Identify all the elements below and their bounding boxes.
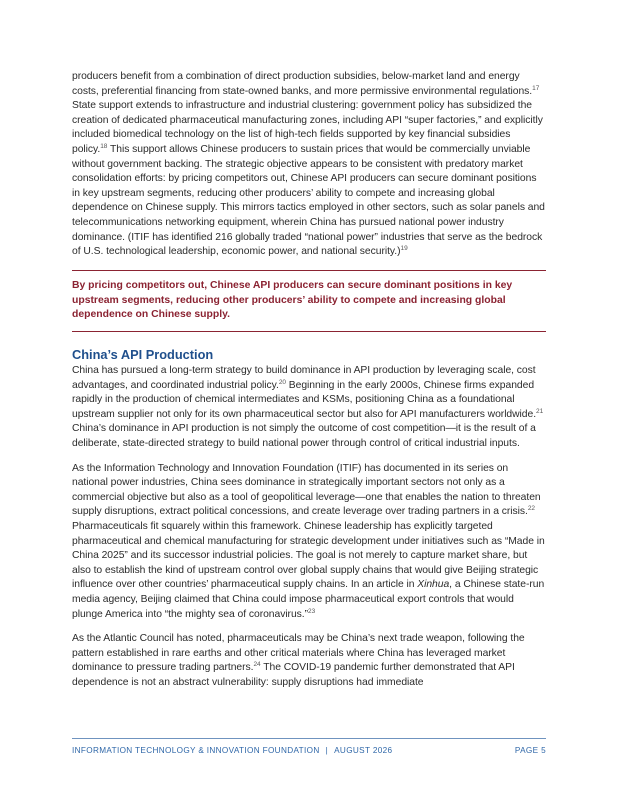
footnote-ref[interactable]: 17 [532,84,540,92]
paragraph-text: As the Information Technology and Innovation Foundation (ITIF) has documented in its series on national power industries, China sees dominance in strategically important sectors not only as a commercial objective but also as a tool of geopolitical leverage—one that enables the nation to threaten supply disruptions, extract political concessions, and create leverage over trading partners in a crisis. [72,462,541,518]
paragraph-text: As the Atlantic Council has noted, pharmaceuticals may be China’s next trade weapon, following the pattern established in rare earths and other critical materials where China has leveraged market dominance to pressure trading partners. [72,633,525,674]
footnote-ref[interactable]: 22 [527,505,535,513]
footnote-ref[interactable]: 18 [100,142,108,150]
footnote-ref[interactable]: 19 [400,245,408,253]
body-paragraph-1 [72,70,546,260]
pull-quote-top-rule [72,270,546,271]
page-content [72,70,546,701]
pull-quote-bottom-rule [72,331,546,332]
body-paragraph-3 [72,462,546,623]
footnote-ref[interactable]: 21 [536,407,544,415]
paragraph-text: China has pursued a long-term strategy to build dominance in API production by leveraging scale, cost advantages, and coordinated industrial policy. [72,365,536,391]
body-paragraph-4 [72,632,546,690]
pull-quote [72,270,546,332]
section-heading: China’s API Production [72,347,214,363]
paragraph-text: This support allows Chinese producers to sustain prices that would be commercially unviable without government backing. The strategic objective appears to be consistent with predatory market consolidation efforts: by pricing competitors out, Chinese API producers can secure dominant positions in key upstream segments, reducing other producers’ ability to compete and increasing global dependence on Chinese supply. This mirrors tactics employed in other sectors, such as solar panels and telecommunications networking equipment, wherein China has pursued national power industry dominance. (ITIF has identified 216 globally traded “national power” industries that serve as the bedrock of U.S. technological leadership, economic power, and national security.) [72,143,545,258]
paragraph-text: , a Chinese state-run media agency, Beijing claimed that China could impose pharmaceutical export controls that would plunge America into “the mighty sea of coronavirus.” [72,579,545,620]
footer-separator: | [325,746,329,755]
paragraph-text: producers benefit from a combination of direct production subsidies, below-market land and energy costs, preferential financing from state-owned banks, and more permissive environmental regulations. [72,71,533,97]
paragraph-text: The COVID-19 pandemic further demonstrated that API dependence is not an abstract vulnerability: supply disruptions had immediate [72,662,515,688]
footnote-ref[interactable]: 23 [308,607,316,615]
publication-name: Xinhua [417,579,450,591]
paragraph-text: State support extends to infrastructure and industrial clustering: government policy has subsidized the creation of dedicated pharmaceutical manufacturing zones, including API “super factories,” and explicitly included biomedical technology on the list of high-tech fields supported by key financial subsidies policy. [72,100,543,155]
body-paragraph-2 [72,364,546,452]
footer-date: AUGUST 2026 [334,746,393,755]
paragraph-text: Beginning in the early 2000s, Chinese firms expanded rapidly in the production of chemical intermediates and KSMs, positioning China as a foundational upstream supplier not only for its own pharmaceutical sector but also for API manufacturers worldwide. [72,379,537,420]
footnote-ref[interactable]: 24 [253,661,261,669]
footer-divider [72,738,546,739]
pull-quote-text: By pricing competitors out, Chinese API producers can secure dominant positions in key upstream segments, reducing other producers’ ability to compete and increasing global dependence on Chinese supply. [72,279,513,321]
footer-org: INFORMATION TECHNOLOGY & INNOVATION FOUNDATION [72,746,320,755]
footer-page-number: PAGE 5 [514,746,546,755]
footer-left [72,746,392,755]
paragraph-text: Pharmaceuticals fit squarely within this framework. Chinese leadership has explicitly targeted pharmaceutical and chemical manufacturing for strategic development under initiatives such as “Made in China 2025” and its successor industrial policies. The goal is not merely to capture market share, but also to establish the kind of upstream control over global supply chains that would give Beijing strategic influence over other countries’ pharmaceutical supply chains. In an article in [72,521,545,591]
paragraph-text: China’s dominance in API production is not simply the outcome of cost competition—it is the result of a deliberate, state-directed strategy to build national power through control of critical industrial inputs. [72,423,536,450]
footnote-ref[interactable]: 20 [278,378,286,386]
